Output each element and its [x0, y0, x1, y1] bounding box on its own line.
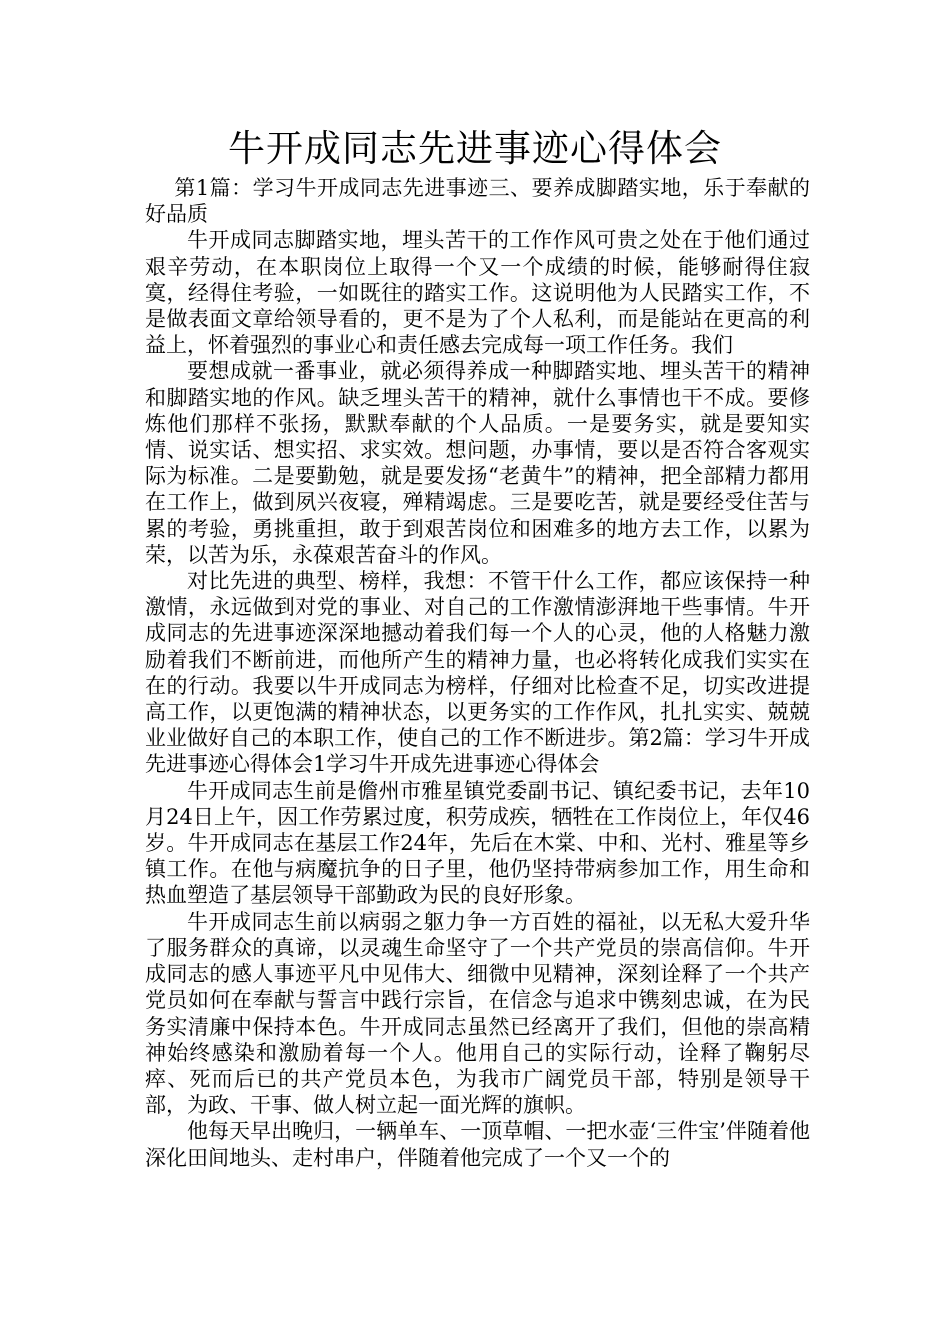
paragraph-3: 要想成就一番事业，就必须得养成一种脚踏实地、埋头苦干的精神和脚踏实地的作风。缺乏埋头苦干的精神，就什么事情也干不成。要修炼他们那样不张扬，默默奉献的个人品质。一是要务实，就是要知实情、说实话、想实招、求实效。想问题，办事情，要以是否符合客观实际为标准。二是要勤勉，就是要发扬“老黄牛”的精神，把全部精力都用在工作上，做到夙兴夜寝，殚精竭虑。三是要吃苦，就是要经受住苦与累的考验，勇挑重担，敢于到艰苦岗位和困难多的地方去工作，以累为荣，以苦为乐，永葆艰苦奋斗的作风。 — [145, 359, 810, 567]
paragraph-1: 第1篇：学习牛开成同志先进事迹三、要养成脚踏实地，乐于奉献的好品质 — [145, 176, 810, 227]
paragraph-7: 他每天早出晚归，一辆单车、一顶草帽、一把水壶‘三件宝’伴随着他深化田间地头、走村串户，伴随着他完成了一个又一个的 — [145, 1119, 810, 1170]
paragraph-2: 牛开成同志脚踏实地，埋头苦干的工作作风可贵之处在于他们通过艰辛劳动，在本职岗位上取得一个又一个成绩的时候，能够耐得住寂寞，经得住考验，一如既往的踏实工作。这说明他为人民踏实工作，不是做表面文章给领导看的，更不是为了个人私利，而是能站在更高的利益上，怀着强烈的事业心和责任感去完成每一项工作任务。我们 — [145, 228, 810, 358]
paragraph-5: 牛开成同志生前是儋州市雅星镇党委副书记、镇纪委书记，去年10月24日上午，因工作劳累过度，积劳成疾，牺牲在工作岗位上，年仅46岁。牛开成同志在基层工作24年，先后在木棠、中和、光村、雅星等乡镇工作。在他与病魔抗争的日子里，他仍坚持带病参加工作，用生命和热血塑造了基层领导干部勤政为民的良好形象。 — [145, 778, 810, 908]
document-body — [145, 175, 810, 1171]
paragraph-6: 牛开成同志生前以病弱之躯力争一方百姓的福祉，以无私大爱升华了服务群众的真谛，以灵魂生命坚守了一个共产党员的崇高信仰。牛开成同志的感人事迹平凡中见伟大、细微中见精神，深刻诠释了一个共产党员如何在奉献与誓言中践行宗旨，在信念与追求中镌刻忠诚，在为民务实清廉中保持本色。牛开成同志虽然已经离开了我们，但他的崇高精神始终感染和激励着每一个人。他用自己的实际行动，诠释了鞠躬尽瘁、死而后已的共产党员本色，为我市广阔党员干部，特别是领导干部，为政、干事、做人树立起一面光辉的旗帜。 — [145, 909, 810, 1118]
paragraph-4: 对比先进的典型、榜样，我想：不管干什么工作，都应该保持一种激情，永远做到对党的事业、对自己的工作激情澎湃地干些事情。牛开成同志的先进事迹深深地撼动着我们每一个人的心灵，他的人格魅力激励着我们不断前进，而他所产生的精神力量，也必将转化成我们实实在在的行动。我要以牛开成同志为榜样，仔细对比检查不足，切实改进提高工作，以更饱满的精神状态，以更务实的工作作风，扎扎实实、兢兢业业做好自己的本职工作，使自己的工作不断进步。第2篇：学习牛开成先进事迹心得体会1学习牛开成先进事迹心得体会 — [145, 569, 810, 777]
document-title: 牛开成同志先进事迹心得体会 — [228, 127, 722, 170]
